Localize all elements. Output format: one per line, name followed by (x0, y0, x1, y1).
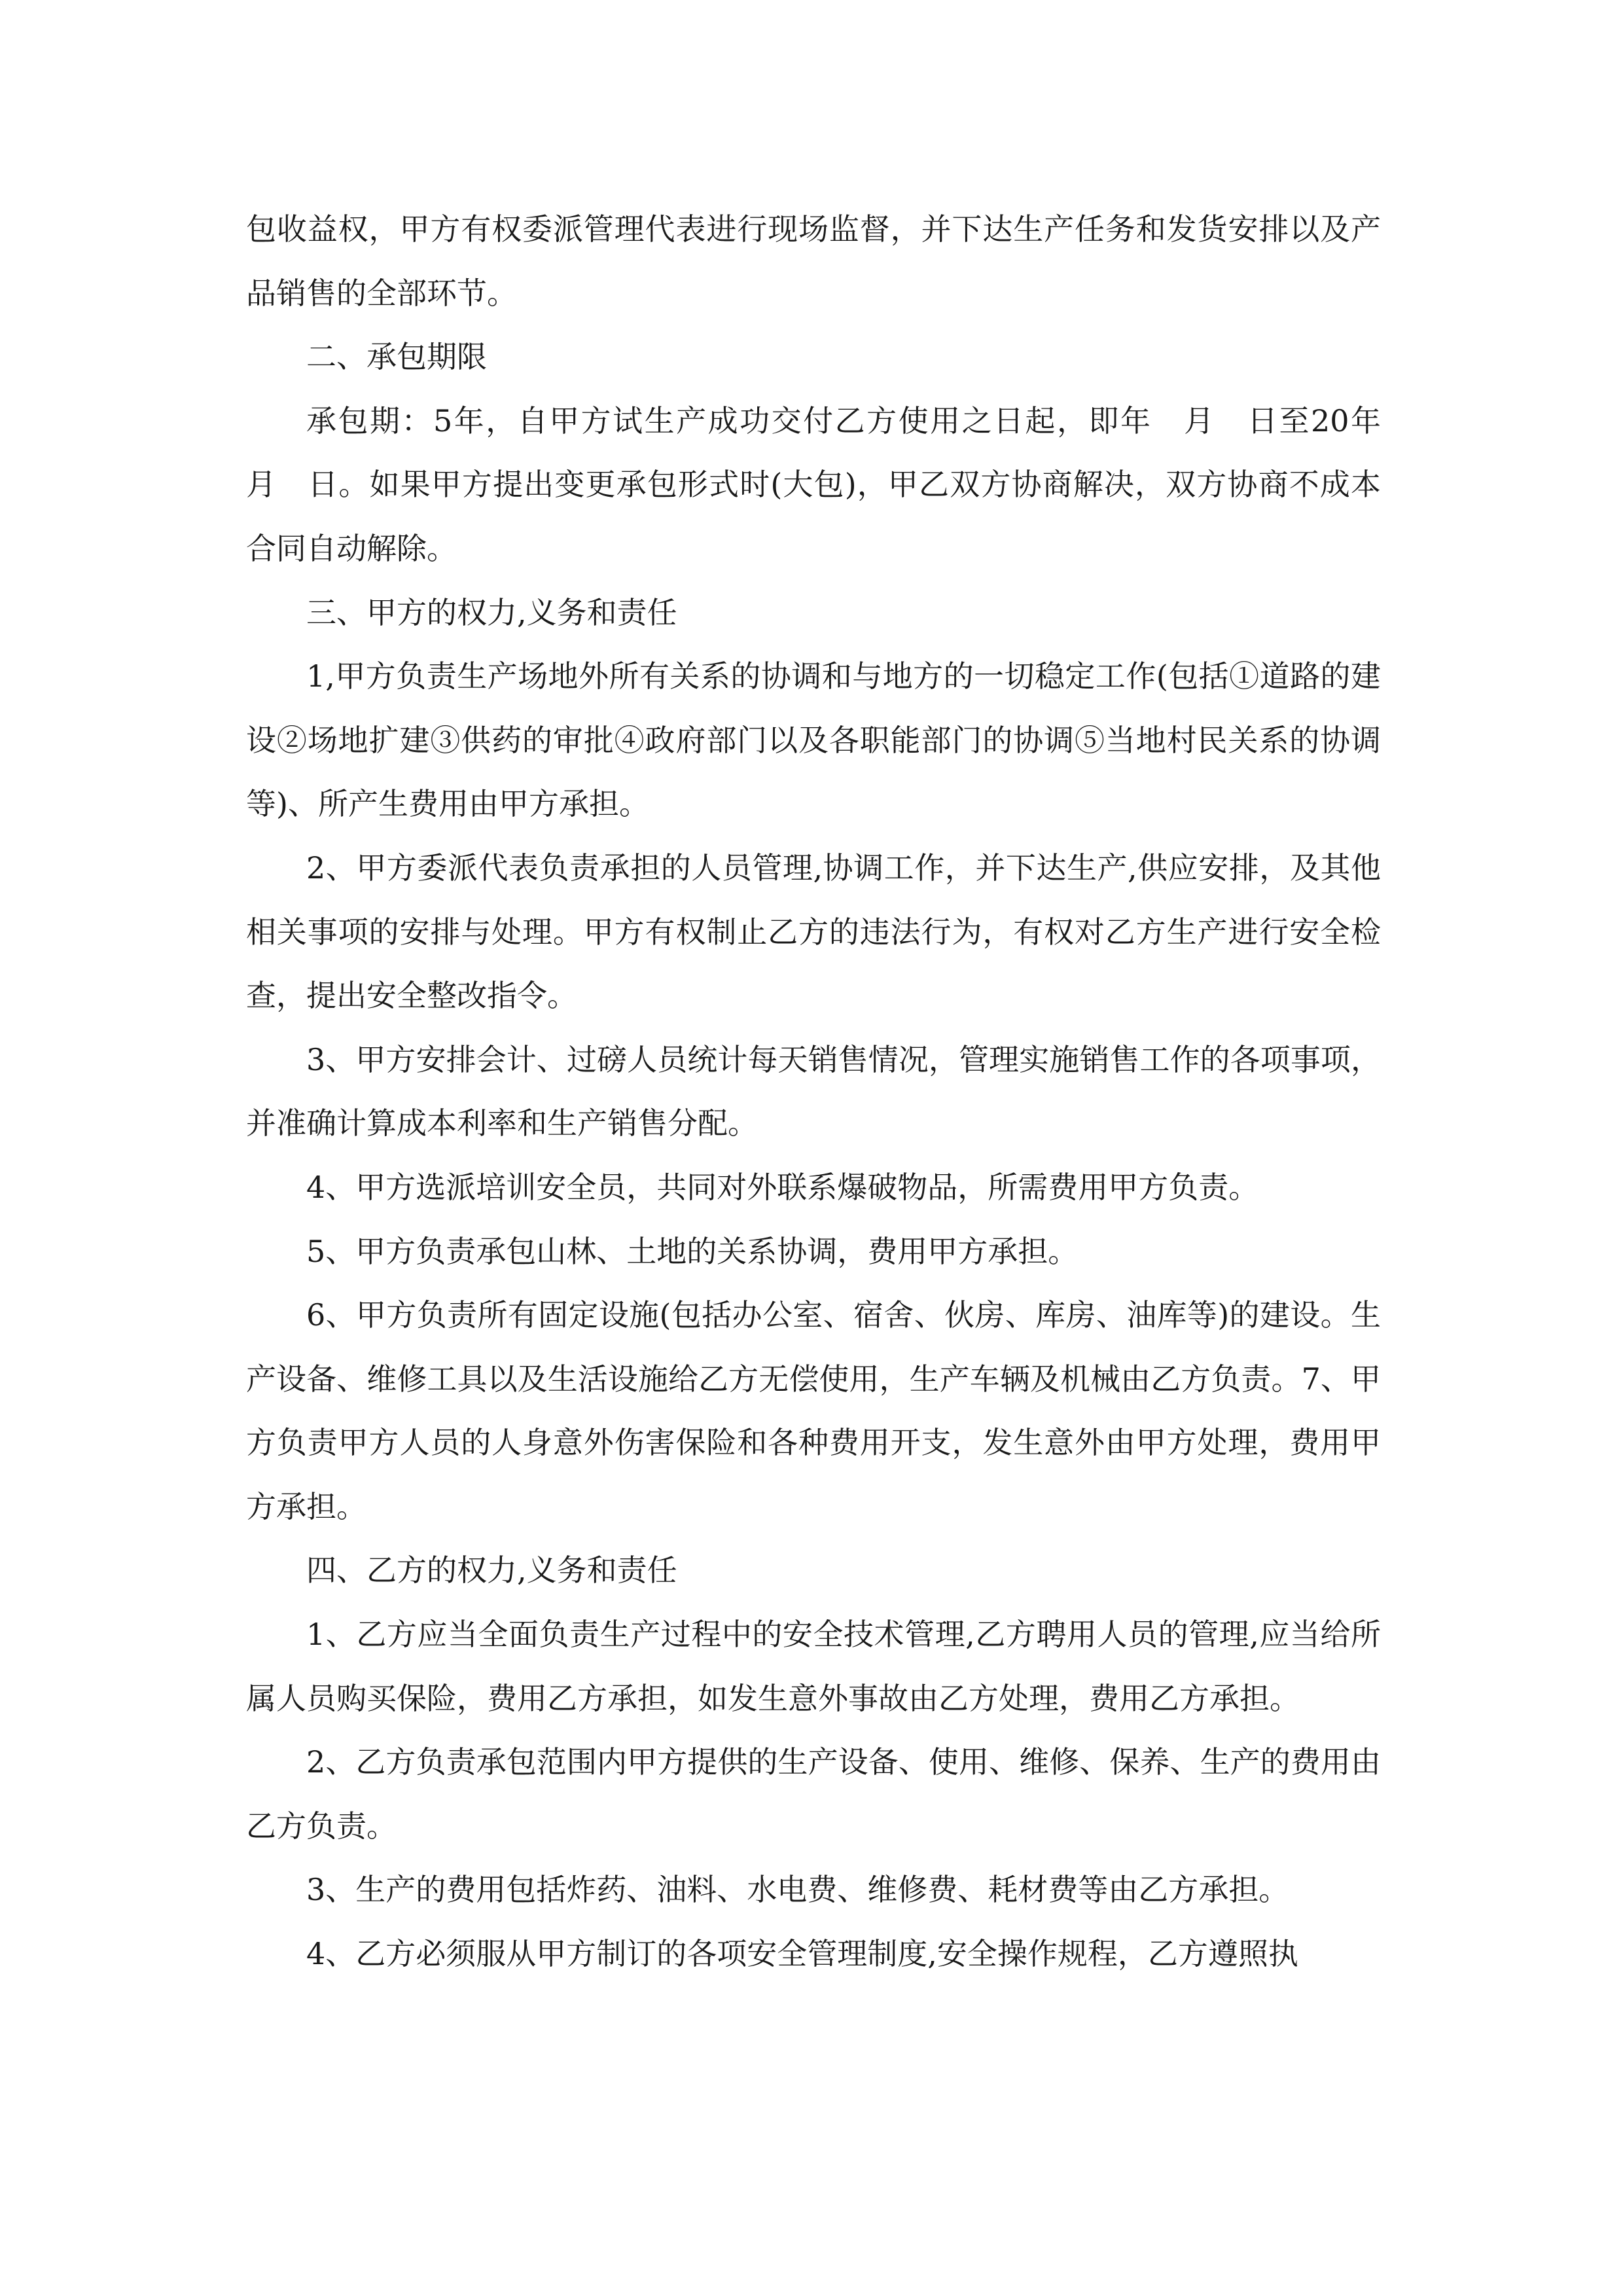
section-heading-contract-term: 二、承包期限 (306, 339, 487, 375)
clause-b-3: 3、生产的费用包括炸药、油料、水电费、维修费、耗材费等由乙方承担。 (306, 1872, 1289, 1908)
clause-a-1: 1,甲方负责生产场地外所有关系的协调和与地方的一切稳定工作(包括①道路的建设②场地扩建③供药的审批④政府部门以及各职能部门的协调⑤当地村民关系的协调等)、所产生费用由甲方承担。 (246, 658, 1381, 822)
clause-a-5: 5、甲方负责承包山林、土地的关系协调，费用甲方承担。 (306, 1233, 1079, 1269)
document-body (246, 198, 1411, 1986)
section-heading-party-a-rights: 三、甲方的权力,义务和责任 (306, 594, 677, 630)
clause-b-4: 4、乙方必须服从甲方制订的各项安全管理制度,安全操作规程，乙方遵照执 (306, 1936, 1298, 1972)
clause-a-6-7: 6、甲方负责所有固定设施(包括办公室、宿舍、伙房、库房、油库等)的建设。生产设备、维修工具以及生活设施给乙方无偿使用，生产车辆及机械由乙方负责。7、甲方负责甲方人员的人身意外伤害保险和各种费用开支，发生意外由甲方处理，费用甲方承担。 (246, 1297, 1381, 1524)
clause-a-4: 4、甲方选派培训安全员，共同对外联系爆破物品，所需费用甲方负责。 (306, 1169, 1259, 1205)
paragraph-continuation: 包收益权，甲方有权委派管理代表进行现场监督，并下达生产任务和发货安排以及产品销售的全部环节。 (246, 211, 1381, 311)
clause-a-3: 3、甲方安排会计、过磅人员统计每天销售情况，管理实施销售工作的各项事项，并准确计算成本利率和生产销售分配。 (246, 1041, 1381, 1141)
clause-b-1: 1、乙方应当全面负责生产过程中的安全技术管理,乙方聘用人员的管理,应当给所属人员购买保险，费用乙方承担，如发生意外事故由乙方处理，费用乙方承担。 (246, 1617, 1381, 1716)
section-heading-party-b-rights: 四、乙方的权力,义务和责任 (306, 1552, 677, 1588)
clause-b-2: 2、乙方负责承包范围内甲方提供的生产设备、使用、维修、保养、生产的费用由乙方负责。 (246, 1744, 1381, 1844)
clause-a-2: 2、甲方委派代表负责承担的人员管理,协调工作，并下达生产,供应安排，及其他相关事项的安排与处理。甲方有权制止乙方的违法行为，有权对乙方生产进行安全检查，提出安全整改指令。 (246, 850, 1381, 1014)
paragraph-contract-period: 承包期：5年，自甲方试生产成功交付乙方使用之日起，即年 月 日至20年 月 日。如果甲方提出变更承包形式时(大包)，甲乙双方协商解决，双方协商不成本合同自动解除。 (246, 403, 1411, 566)
